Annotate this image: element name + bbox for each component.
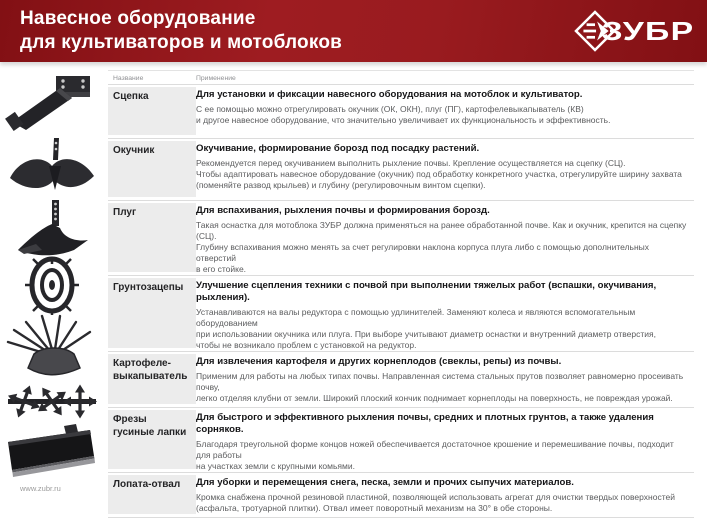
page-header (0, 0, 707, 62)
row-name: Сцепка (108, 87, 196, 135)
row-detail-line: в его стойке. (196, 264, 247, 274)
row-summary: Для установки и фиксации навесного оборудования на мотоблок и культиватор. (196, 89, 583, 100)
table-row-plough (108, 200, 694, 275)
row-detail-line: Благодаря треугольной форме концов ножей обеспечивается достаточное крошение и перемешивание почвы, подходит для работы (196, 439, 674, 460)
column-header-application: Применение (196, 75, 236, 82)
row-summary: Окучивание, формирование борозд под посадку растений. (196, 143, 480, 154)
table-row-lug-wheels (108, 275, 694, 351)
row-detail-line: (поменяйте развод крыльев) и глубину (регулировочным винтом сцепки). (196, 180, 486, 190)
page-title (20, 7, 342, 55)
row-detail-line: Рекомендуется перед окучиванием выполнить рыхление почвы. Крепление осуществляется на сцепку (СЦ). (196, 158, 626, 168)
row-detail-line: при использовании окучника или плуга. При выборе учитывают диаметр оснастки и внутренний диаметр отверстия, (196, 329, 656, 339)
row-description (196, 139, 694, 200)
row-name: Фрезы гусиные лапки (108, 410, 196, 469)
row-description (196, 85, 694, 138)
row-detail-line: Устанавливаются на валы редуктора с помощью удлинителей. Заменяют колеса и являются вспомогательным оборудованием (196, 307, 636, 328)
row-summary: Для вспахивания, рыхления почвы и формирования борозд. (196, 205, 490, 216)
row-name: Лопата-отвал (108, 475, 196, 514)
table-row-crow-foot-tillers (108, 407, 694, 472)
row-summary: Для уборки и перемещения снега, песка, земли и прочих сыпучих материалов. (196, 477, 574, 488)
table-row-hitch (108, 84, 694, 138)
row-summary: Для извлечения картофеля и других корнеплодов (свеклы, репы) из почвы. (196, 356, 562, 367)
row-summary: Улучшение сцепления техники с почвой при выполнении тяжелых работ (вспашки, окучивания, рыхления). (196, 280, 657, 303)
row-description (196, 201, 694, 275)
row-detail-line: С ее помощью можно отрегулировать окучник (ОК, ОКН), плуг (ПГ), картофелевыкапыватель (КВ) (196, 104, 584, 114)
row-detail-line: Кромка снабжена прочной резиновой пластиной, позволяющей использовать агрегат для очистки твердых поверхностей (196, 492, 675, 502)
row-summary: Для быстрого и эффективного рыхления почвы, средних и плотных грунтов, а также удаления сорняков. (196, 412, 654, 435)
row-description (196, 352, 694, 407)
brand-logo (574, 10, 695, 52)
website-url: www.zubr.ru (20, 484, 61, 493)
row-description (196, 473, 694, 517)
equipment-table (0, 70, 694, 518)
row-name: Плуг (108, 203, 196, 272)
page-title-line2: для культиваторов и мотоблоков (20, 32, 343, 53)
row-detail-line: Глубину вспахивания можно менять за счет регулировки наклона корпуса плуга либо с помощью дополнительных отверстий (196, 242, 650, 263)
row-detail-line: Чтобы адаптировать навесное оборудование (окучник) под обработку конкретного участка, отрегулируйте ширину захвата (196, 169, 682, 179)
row-description (196, 408, 694, 472)
table-header-row (108, 70, 694, 84)
row-detail-line: чтобы не возникало проблем с установкой на редуктор. (196, 340, 417, 350)
row-detail-line: и другое навесное оборудование, что значительно увеличивает их функциональность и эффективность. (196, 115, 611, 125)
row-detail-line: Применим для работы на любых типах почвы. Направленная система стальных прутов позволяет равномерно просеивать почву, (196, 371, 684, 392)
page-title-line1: Навесное оборудование (20, 8, 256, 29)
row-detail-line: Такая оснастка для мотоблока ЗУБР должна применяться на ранее обработанной почве. Как и окучник, крепится на сцепку (СЦ). (196, 220, 687, 241)
row-name: Картофеле-выкапыватель (108, 354, 196, 404)
column-header-name: Название (113, 75, 144, 82)
row-detail-line: на участках земли с крупными комьями. (196, 461, 355, 471)
table-row-hiller (108, 138, 694, 200)
brand-name: ЗУБР (602, 15, 695, 46)
table-row-potato-digger (108, 351, 694, 407)
row-name: Окучник (108, 141, 196, 197)
row-name: Грунтозацепы (108, 278, 196, 348)
row-detail-line: (асфальта, тротуарной плитки). Отвал имеет поворотный механизм на 30° в обе стороны. (196, 503, 553, 513)
row-detail-line: легко отделяя клубни от земли. Широкий плоский кончик поднимает корнеплоды на поверхность, не повреждая урожай. (196, 393, 673, 403)
row-description (196, 276, 694, 351)
table-row-blade-shovel (108, 472, 694, 518)
